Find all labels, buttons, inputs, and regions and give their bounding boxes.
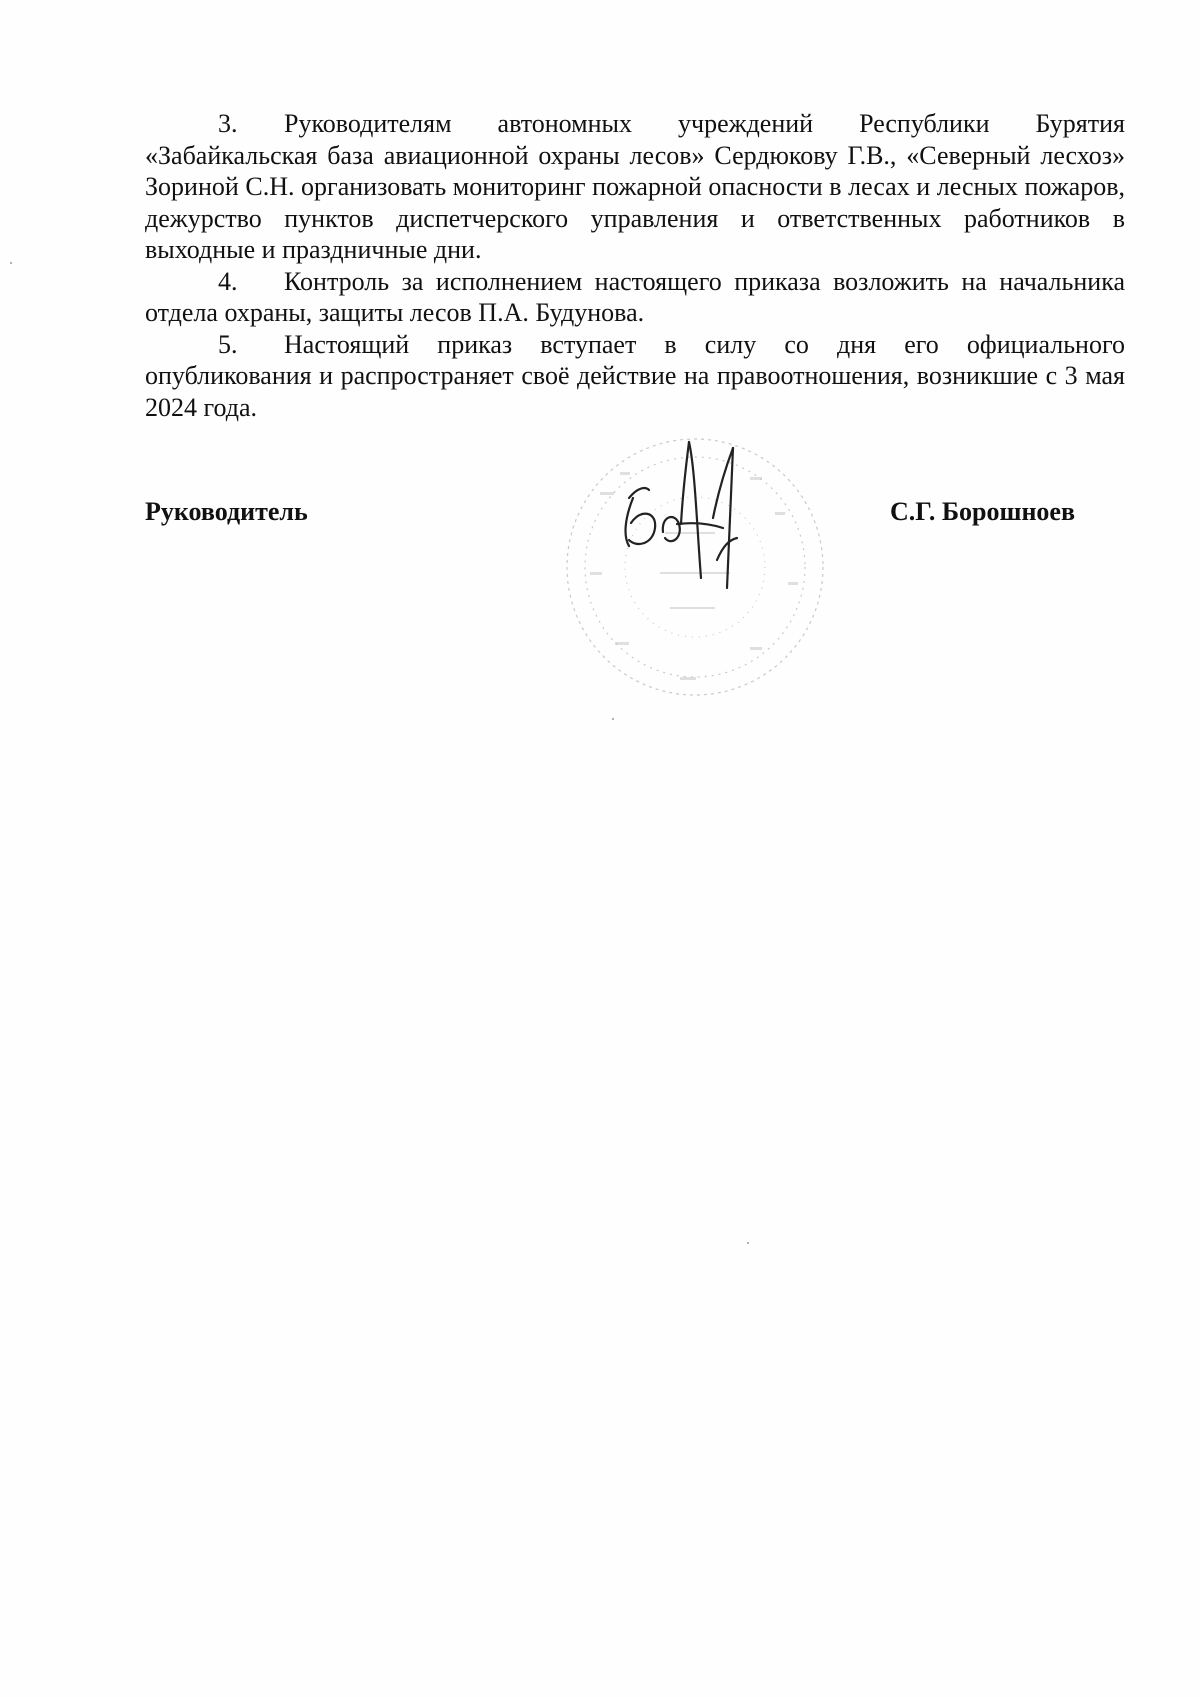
order-body — [145, 108, 1125, 423]
scan-dot — [612, 718, 614, 720]
paragraph-5 — [145, 329, 1125, 424]
paragraph-number: 4. — [218, 266, 238, 296]
paragraph-number: 5. — [218, 329, 238, 359]
signatory-name: С.Г. Борошноев — [889, 497, 1075, 526]
paragraph-number: 3. — [218, 109, 238, 138]
scan-dot — [10, 262, 12, 264]
paragraph-text: Настоящий приказ вступает в силу со дня его официального опубликования и распространяет своё действие на правоотношения, возникшие с 3 мая 2024 года. — [145, 329, 1125, 422]
signatory-title: Руководитель — [145, 497, 308, 526]
paragraph-4 — [145, 266, 1125, 329]
signature-block — [145, 497, 1075, 537]
paragraph-text: Контроль за исполнением настоящего приказа возложить на начальника отдела охраны, защиты лесов П.А. Будунова. — [145, 266, 1125, 327]
paragraph-text: Руководителям автономных учреждений Республики Бурятия «Забайкальская база авиационной охраны лесов» Сердюкову Г.В., «Северный лесхоз» Зориной С.Н. организовать мониторинг пожарной опасности в лесах и лесных пожаров, дежурство пунктов диспетчерского управления и ответственных работников в выходные и праздничные дни. — [145, 109, 1125, 264]
paragraph-3 — [145, 108, 1125, 266]
scan-dot — [747, 1242, 749, 1244]
